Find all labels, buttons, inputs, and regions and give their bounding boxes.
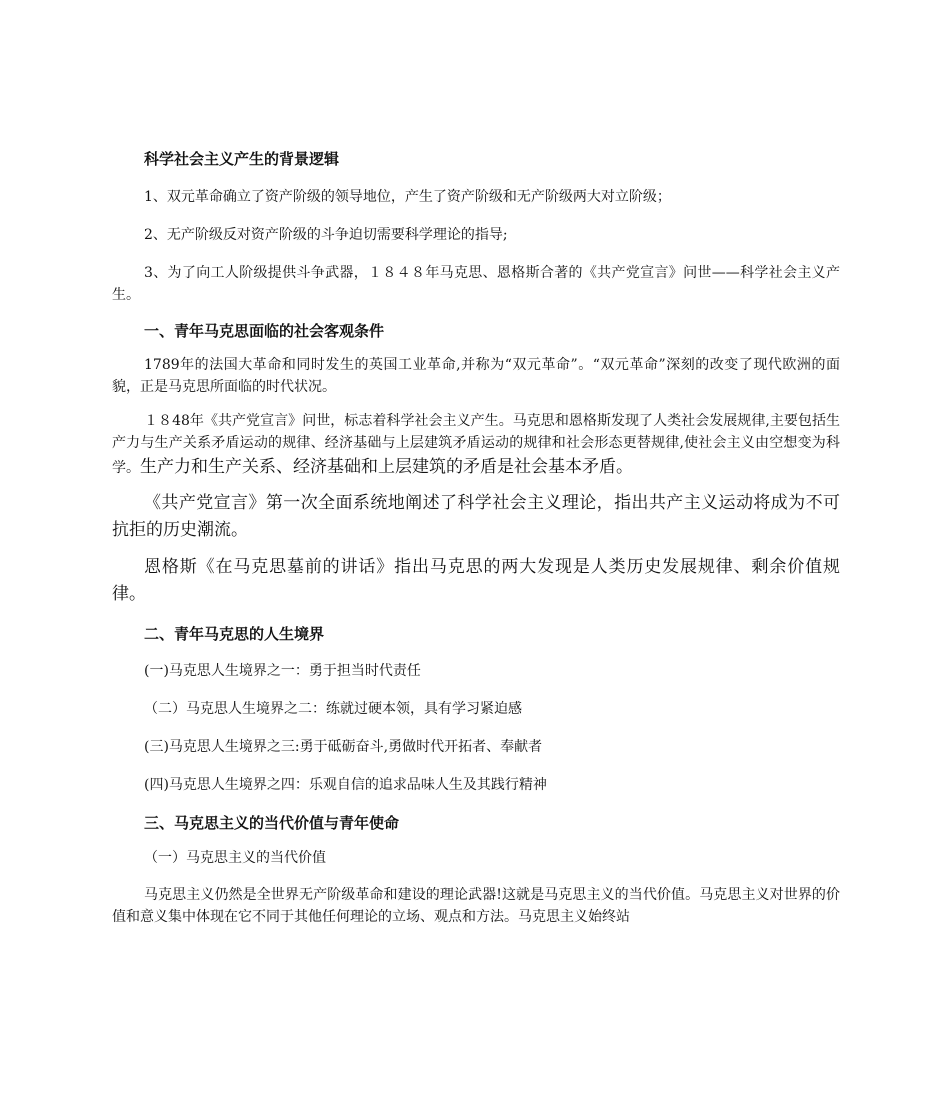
life-realm-item-1: (一)马克思人生境界之一：勇于担当时代责任 [144,663,421,679]
life-realm-item-2: （二）马克思人生境界之二：练就过硬本领，具有学习紧迫感 [144,701,522,717]
section-1-paragraph-1: 1789年的法国大革命和同时发生的英国工业革命,并称为“双元革命”。“双元革命”深刻的改变了现代欧洲的面貌，正是马克思所面临的时代状况。 [112,357,840,395]
section-1-paragraph-3: 《共产党宣言》第一次全面系统地阐述了科学社会主义理论，指出共产主义运动将成为不可抗拒的历史潮流。 [112,493,840,540]
section-3-heading: 三、马克思主义的当代价值与青年使命 [144,814,400,832]
section-2-heading: 二、青年马克思的人生境界 [144,625,325,643]
section-3-subheading-1: （一）马克思主义的当代价值 [144,850,326,866]
section-1-paragraph-2-emphasis: 生产力和生产关系、经济基础和上层建筑的矛盾是社会基本矛盾。 [140,457,633,477]
section-3-paragraph-1: 马克思主义仍然是全世界无产阶级革命和建设的理论武器!这就是马克思主义的当代价值。马克思主义对世界的价值和意义集中体现在它不同于其他任何理论的立场、观点和方法。马克思主义始终站 [112,887,840,925]
background-point-2: 2、无产阶级反对资产阶级的斗争迫切需要科学理论的指导; [144,227,508,243]
document-body [112,148,840,928]
section-1-heading: 一、青年马克思面临的社会客观条件 [144,322,385,340]
life-realm-item-4: (四)马克思人生境界之四：乐观自信的追求品味人生及其践行精神 [144,777,547,793]
life-realm-item-3: (三)马克思人生境界之三:勇于砥砺奋斗,勇做时代开拓者、奉献者 [144,739,543,755]
section-1-paragraph-2-text: １８48年《共产党宣言》问世，标志着科学社会主义产生。马克思和恩格斯发现了人类社会发展规律,主要包括生产力与生产关系矛盾运动的规律、经济基础与上层建筑矛盾运动的规律和社会形态更替规律,使社会主义由空想变为科学。 [112,413,840,476]
background-point-1: 1、双元革命确立了资产阶级的领导地位，产生了资产阶级和无产阶级两大对立阶级； [144,189,671,205]
background-point-3: 3、为了向工人阶级提供斗争武器，１８４８年马克思、恩格斯合著的《共产党宣言》问世——科学社会主义产生。 [112,265,840,303]
section-1-paragraph-2 [112,410,840,481]
document-title: 科学社会主义产生的背景逻辑 [144,150,340,168]
section-1-paragraph-4: 恩格斯《在马克思墓前的讲话》指出马克思的两大发现是人类历史发展规律、剩余价值规律。 [112,557,840,604]
